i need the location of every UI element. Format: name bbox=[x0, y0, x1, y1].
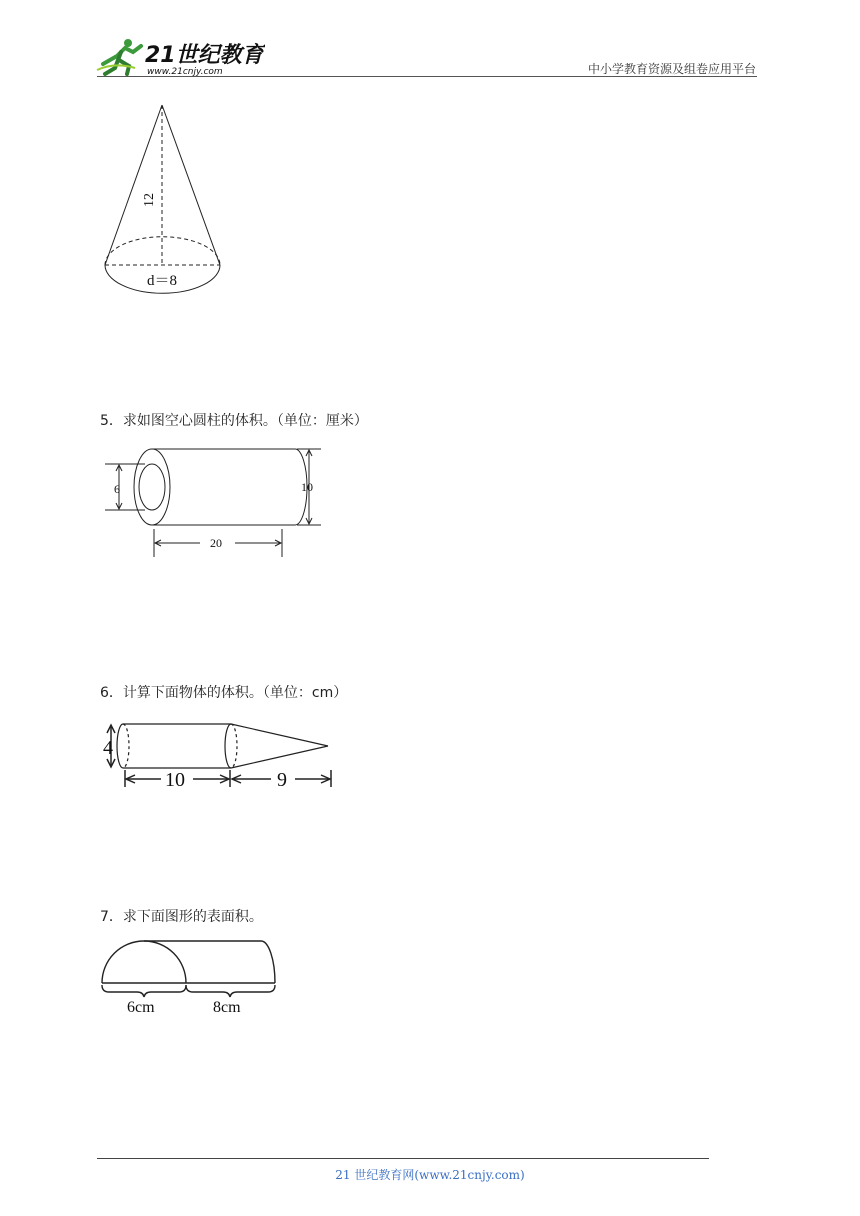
question-number: 6． bbox=[100, 685, 123, 701]
cone-figure bbox=[95, 95, 235, 305]
left-width-label: 6cm bbox=[127, 999, 155, 1016]
logo-subtext: www.21cnjy.com bbox=[147, 67, 223, 77]
cone-height-label: 12 bbox=[142, 193, 157, 207]
question-6 bbox=[100, 682, 347, 702]
cone-length-label: 9 bbox=[277, 769, 287, 791]
cone-diameter-label: d＝8 bbox=[147, 273, 178, 289]
header-platform-text: 中小学教育资源及组卷应用平台 bbox=[587, 62, 756, 76]
inner-diameter-label: 6 bbox=[114, 482, 120, 496]
footer-divider bbox=[97, 1158, 709, 1159]
question-text: 求下面图形的表面积。 bbox=[122, 909, 263, 925]
right-width-label: 8cm bbox=[213, 999, 241, 1016]
diameter-label: 4 bbox=[103, 737, 113, 759]
question-number: 5． bbox=[100, 413, 123, 429]
hollow-cylinder-figure bbox=[95, 445, 335, 565]
question-text: 求如图空心圆柱的体积。（单位：厘米） bbox=[122, 413, 368, 429]
half-cylinder-figure bbox=[95, 935, 285, 1020]
site-logo bbox=[95, 34, 265, 78]
question-text: 计算下面物体的体积。（单位：cm） bbox=[122, 685, 348, 701]
runner-icon bbox=[97, 39, 141, 74]
header-divider bbox=[97, 76, 757, 77]
question-5 bbox=[100, 410, 368, 430]
length-label: 20 bbox=[210, 536, 222, 550]
outer-diameter-label: 10 bbox=[301, 480, 313, 494]
question-7 bbox=[100, 906, 263, 926]
cylinder-length-label: 10 bbox=[165, 769, 185, 791]
question-number: 7． bbox=[100, 909, 123, 925]
footer-text[interactable]: 21 世纪教育网(www.21cnjy.com) bbox=[335, 1168, 525, 1182]
cylinder-cone-figure bbox=[95, 715, 345, 795]
logo-text: 21世纪教育 bbox=[145, 43, 264, 68]
